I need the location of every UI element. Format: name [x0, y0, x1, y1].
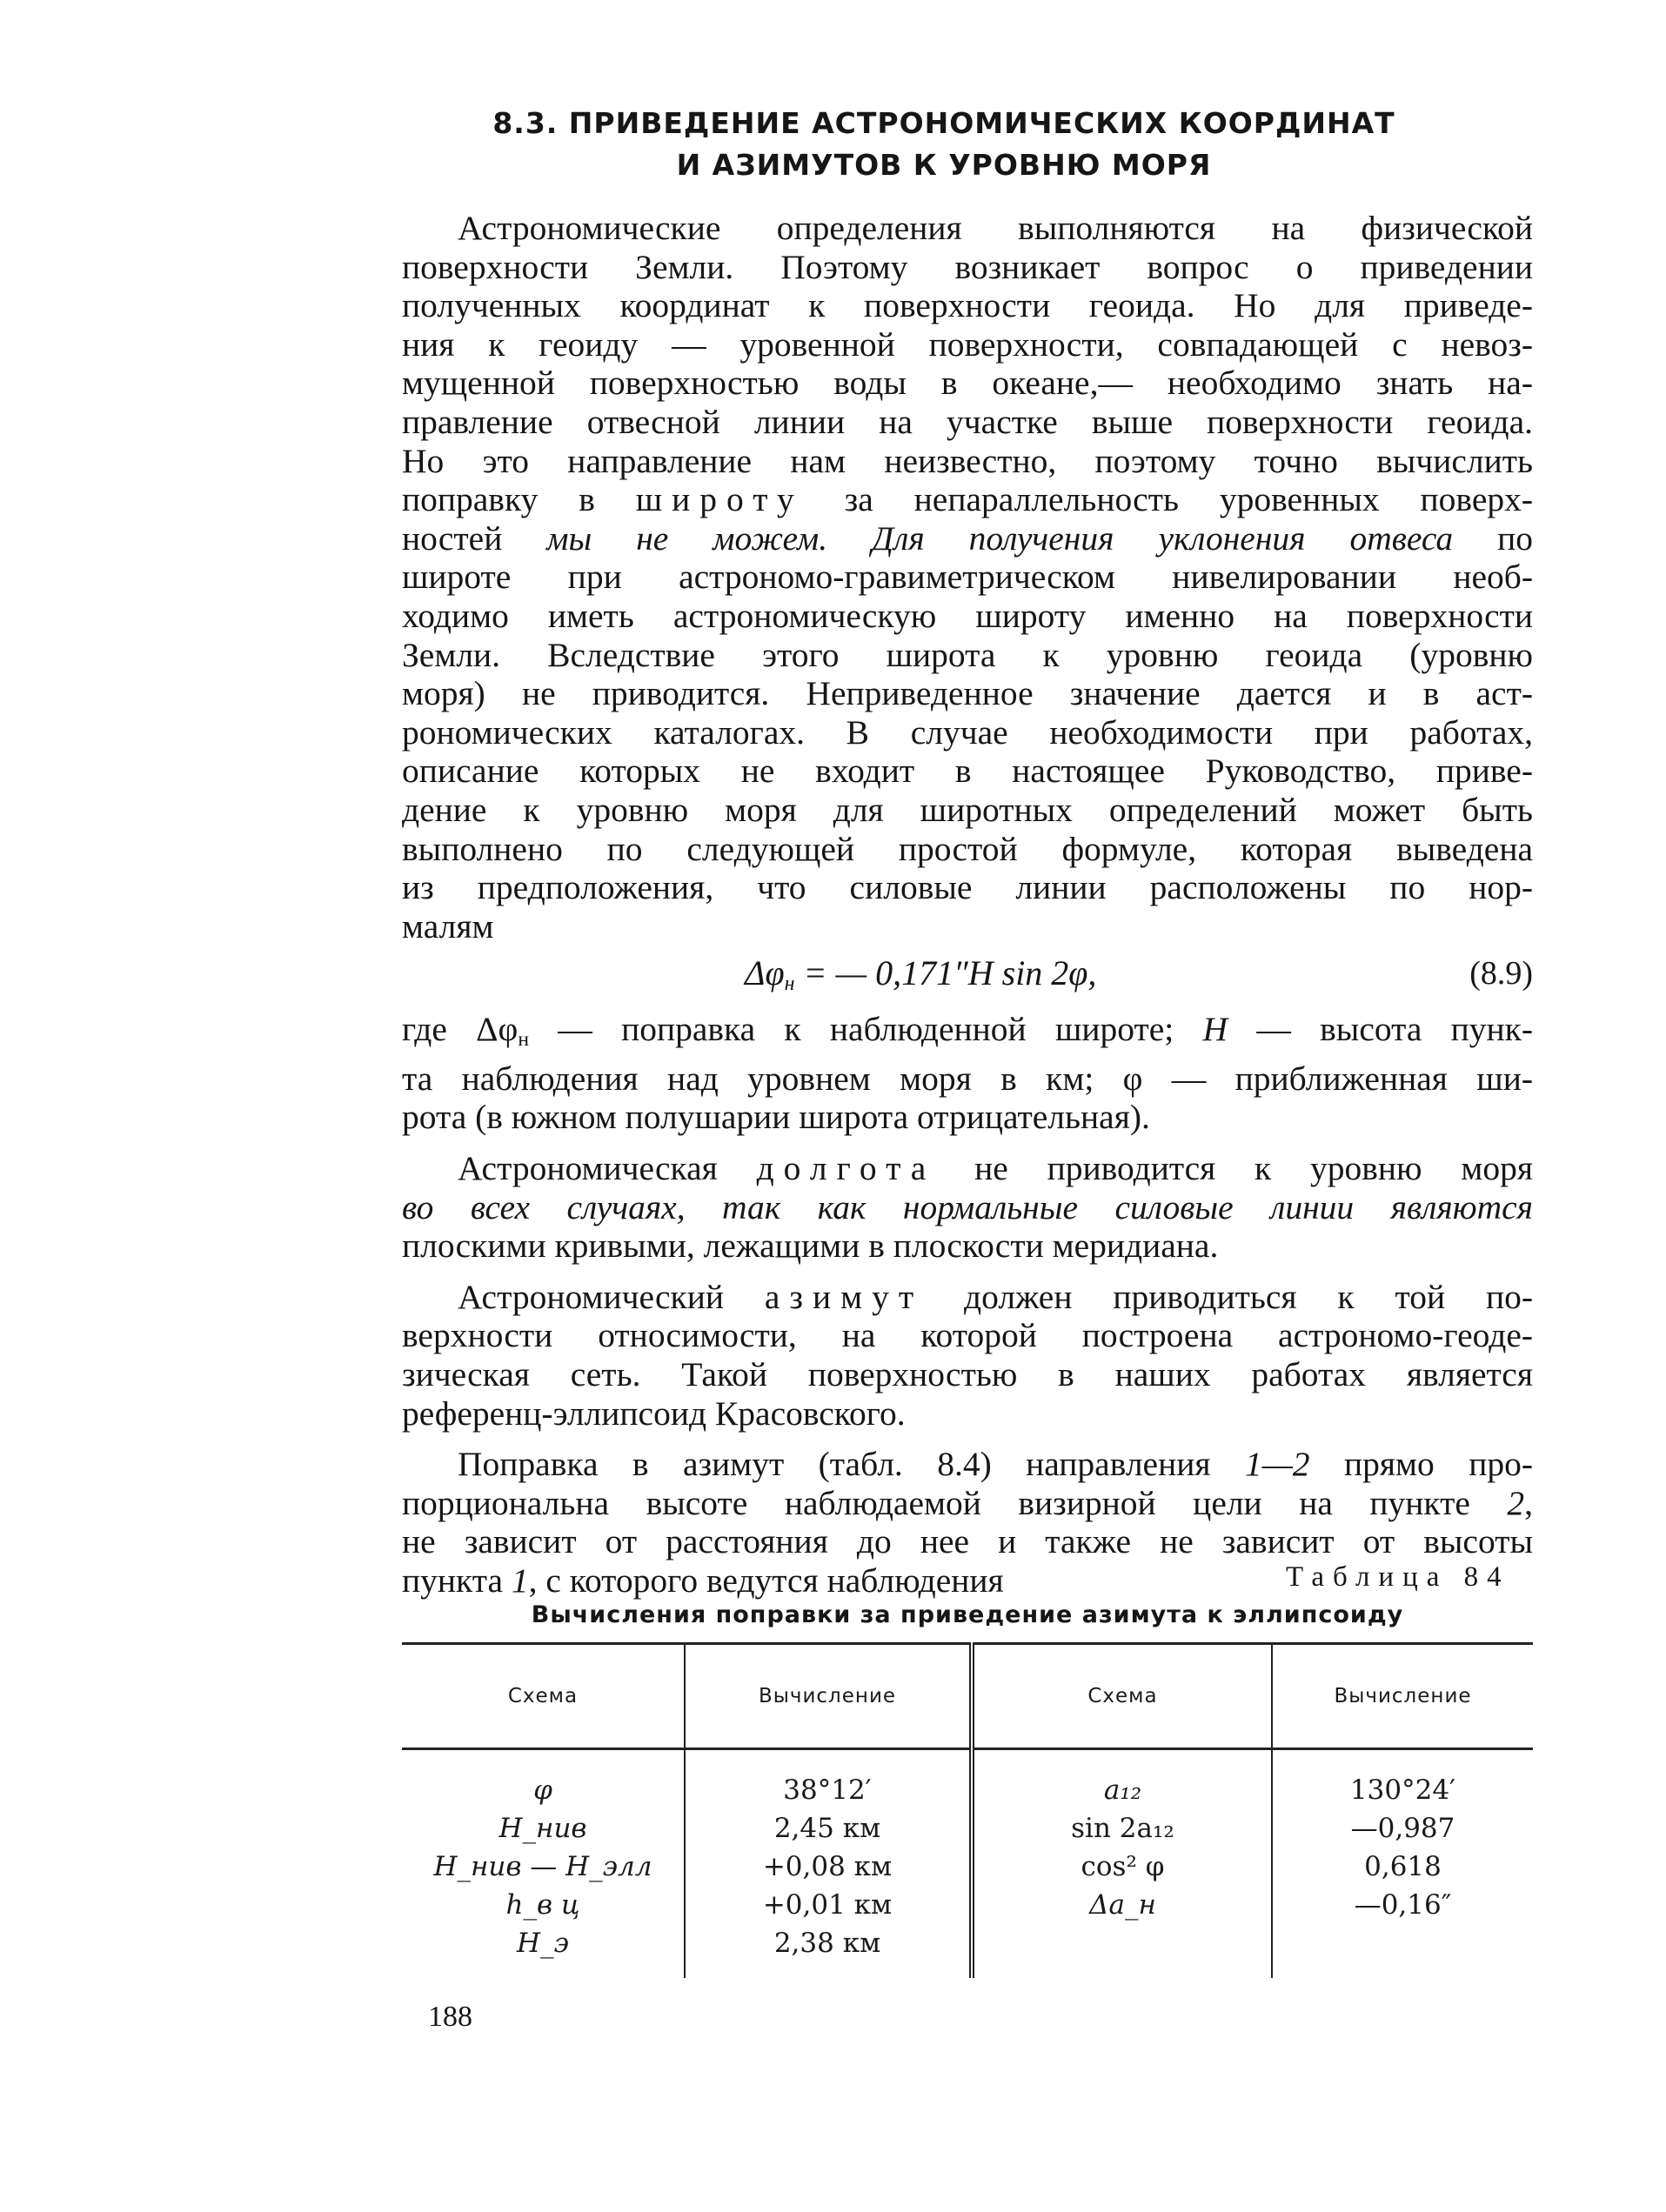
- text-line: [402, 519, 1533, 558]
- text-line: пункта 1, с которого ведутся наблюдения: [402, 1560, 1004, 1600]
- paragraph-3: [402, 1149, 1533, 1266]
- italic-run: мы не можем. Для получения уклонения отвеса: [546, 518, 1454, 558]
- text-run: по: [1497, 518, 1534, 558]
- text-run: ностей: [402, 518, 503, 558]
- body-text: [402, 209, 1533, 1601]
- text-line: не зависит от расстояния до нее и также не зависит от высоты: [402, 1522, 1533, 1561]
- text-line: Земли. Вследствие этого широта к уровню геоида (уровню: [402, 635, 1533, 674]
- text-line: из предположения, что силовые линии расположены по нор-: [402, 868, 1533, 907]
- text-run: за непараллельность уровенных поверх-: [844, 480, 1534, 519]
- text-line: выполнено по следующей простой формуле, которая выведена: [402, 829, 1533, 868]
- text-line: полученных координат к поверхности геоида. Но для приведе-: [402, 286, 1533, 325]
- spaced-term: долгота: [756, 1148, 936, 1187]
- text-line: дение к уровню моря для широтных определений может быть: [402, 790, 1533, 829]
- text-line: Астрономические определения выполняются на физической: [458, 209, 1533, 247]
- table-row: [402, 1749, 1533, 1979]
- formula-number: (8.9): [1469, 955, 1533, 992]
- azimuth-correction-table: [402, 1642, 1533, 1978]
- table-header-cell: Схема: [972, 1644, 1272, 1749]
- text-line: рота (в южном полушарии широта отрицательная).: [402, 1098, 1150, 1137]
- text-line: [402, 480, 1533, 519]
- table-cell-scheme: φ H_нив H_нив — H_элл h_в ц H_э: [402, 1749, 685, 1979]
- formula-expression: $\Delta\varphi_н$ = — 0,171″H sin 2φ,: [745, 953, 1097, 996]
- text-line: ния к геоиду — уровенной поверхности, совпадающей с невоз-: [402, 324, 1533, 364]
- text-line: Астрономическая долгота не приводится к уровню моря: [458, 1148, 1534, 1187]
- text-run: поправку в: [402, 480, 595, 519]
- text-line: зическая сеть. Такой поверхностью в наших работах является: [402, 1354, 1533, 1393]
- table-header-cell: Схема: [402, 1644, 685, 1749]
- spaced-term: азимут: [764, 1277, 924, 1316]
- formula-8-9: [402, 949, 1533, 1001]
- text-line: моря) не приводится. Неприведенное значение дается и в аст-: [402, 674, 1533, 713]
- table-header-row: [402, 1644, 1533, 1749]
- page-number: 188: [428, 2001, 472, 2033]
- table-cell-scheme: a₁₂ sin 2a₁₂ cos² φ Δa_н: [972, 1749, 1272, 1979]
- table-cell-calc: 38°12′ 2,45 км +0,08 км +0,01 км 2,38 км: [685, 1749, 972, 1979]
- text-line: Но это направление нам неизвестно, поэтому точно вычислить: [402, 441, 1533, 480]
- text-line: ходимо иметь астрономическую широту именно на поверхности: [402, 596, 1533, 635]
- table-header-cell: Вычисление: [1272, 1644, 1533, 1749]
- text-line: Поправка в азимут (табл. 8.4) направления 1—2 прямо про-: [458, 1445, 1533, 1484]
- text-line: мущенной поверхностью воды в океане,— необходимо знать на-: [402, 364, 1533, 403]
- text-line: та наблюдения над уровнем моря в км; φ — приближенная ши-: [402, 1059, 1533, 1098]
- text-line: во всех случаях, так как нормальные силовые линии являются: [402, 1187, 1533, 1226]
- text-line: правление отвесной линии на участке выше поверхности геоида.: [402, 402, 1533, 441]
- text-line: верхности относимости, на которой построена астрономо-геоде-: [402, 1316, 1533, 1355]
- text-line: порциональна высоте наблюдаемой визирной цели на пункте 2,: [402, 1483, 1533, 1522]
- table-header-cell: Вычисление: [685, 1644, 972, 1749]
- text-line: плоскими кривыми, лежащими в плоскости меридиана.: [402, 1226, 1219, 1266]
- text-line: где $\Delta\varphi_н$ — поправка к наблюденной широте; H — высота пунк-: [402, 1010, 1533, 1052]
- paragraph-4: [402, 1278, 1533, 1433]
- text-line: поверхности Земли. Поэтому возникает вопрос о приведении: [402, 247, 1533, 286]
- table-caption: Вычисления поправки за приведение азимута к эллипсоиду: [531, 1601, 1404, 1628]
- table-cell-calc: 130°24′ —0,987 0,618 —0,16″: [1349, 1774, 1456, 1921]
- section-heading: [383, 103, 1505, 186]
- text-line: Астрономический азимут должен приводиться к той по-: [458, 1277, 1534, 1316]
- paragraph-2: [402, 1010, 1533, 1137]
- text-line: малям: [402, 906, 494, 946]
- text-line: референц-эллипсоид Красовского.: [402, 1393, 906, 1433]
- text-line: описание которых не входит в настоящее Руководство, приве-: [402, 752, 1533, 791]
- text-line: рономических каталогах. В случае необходимости при работах,: [402, 712, 1533, 752]
- section-title-line-2: И АЗИМУТОВ К УРОВНЮ МОРЯ: [676, 148, 1212, 182]
- section-title-line-1: 8.3. ПРИВЕДЕНИЕ АСТРОНОМИЧЕСКИХ КООРДИНАТ: [492, 106, 1395, 140]
- table-label: Таблица 84: [1286, 1561, 1510, 1593]
- spaced-term: широту: [635, 480, 804, 519]
- text-line: широте при астрономо-гравиметрическом нивелировании необ-: [402, 558, 1533, 597]
- paragraph-1: [402, 209, 1533, 946]
